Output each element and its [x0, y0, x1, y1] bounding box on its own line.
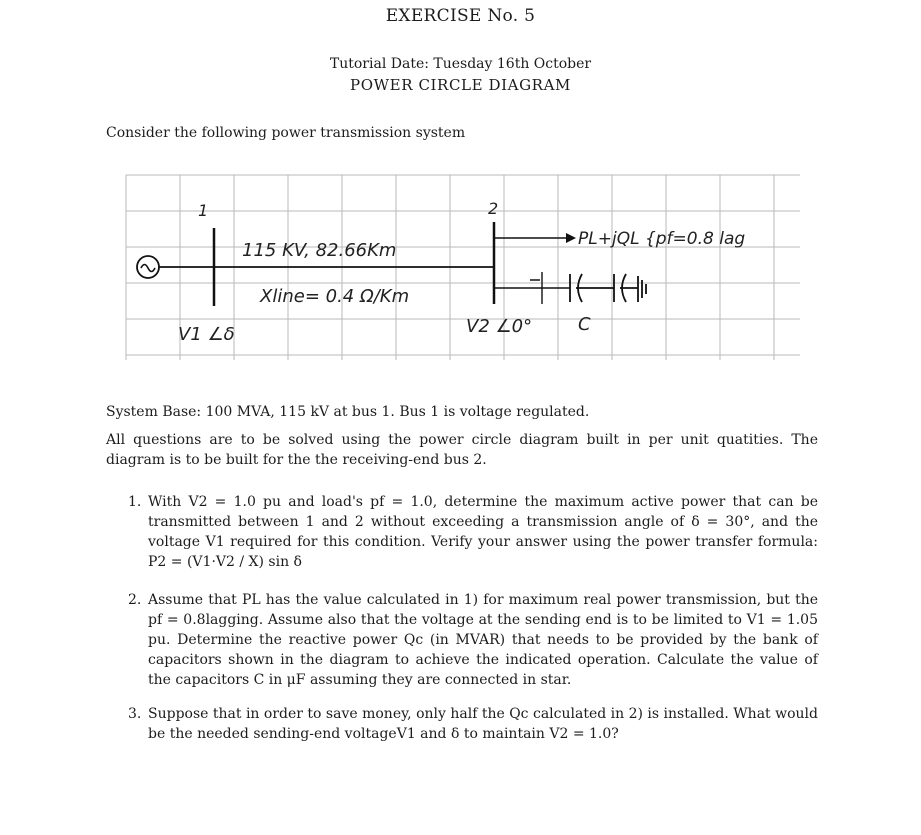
instructions-text: All questions are to be solved using the power circle diagram built in per unit quatities. The diagram is to be built for the the receiving-end bus 2. [106, 432, 818, 468]
power-system-diagram [110, 170, 810, 370]
question-number: 2. [128, 592, 142, 608]
line-rating-label: 115 KV, 82.66Km [242, 240, 397, 261]
question-3 [128, 704, 818, 744]
page-subtitle: POWER CIRCLE DIAGRAM [350, 76, 571, 94]
capacitor-label: C [578, 314, 591, 335]
question-2 [128, 590, 818, 690]
v1-label: V1 ∠δ [178, 324, 235, 345]
question-text: With V2 = 1.0 pu and load's pf = 1.0, determine the maximum active power that can be transmitted between 1 and 2 without exceeding a transmission angle of δ = 30°, and the voltage V1 required for this condition. Verify your answer using the power transfer formula: P2 = (V1·V2 / X) sin δ [148, 494, 818, 570]
load-arrow-icon [566, 233, 576, 243]
question-1 [128, 492, 818, 572]
question-number: 1. [128, 494, 142, 510]
bus-1-label: 1 [198, 201, 209, 220]
question-number: 3. [128, 706, 142, 722]
bus-2-label: 2 [488, 199, 499, 218]
capacitor-bank-icon [570, 274, 646, 302]
exercise-title: EXERCISE No. 5 [385, 6, 536, 26]
system-base-text: System Base: 100 MVA, 115 kV at bus 1. Bus 1 is voltage regulated. [106, 404, 590, 420]
question-text: Suppose that in order to save money, only half the Qc calculated in 2) is installed. What would be the needed sending-end voltageV1 and δ to maintain V2 = 1.0? [148, 706, 818, 742]
sine-icon [141, 265, 155, 272]
intro-text: Consider the following power transmission system [106, 125, 466, 141]
v2-label: V2 ∠0° [466, 316, 533, 337]
tutorial-date: Tutorial Date: Tuesday 16th October [329, 56, 592, 72]
load-label: PL+jQL {pf=0.8 lag [578, 229, 746, 249]
question-text: Assume that PL has the value calculated in 1) for maximum real power transmission, but the pf = 0.8lagging. Assume also that the voltage at the sending end is to be limited to V1 = 1.05 pu. Determine the reactive power Qc (in MVAR) that needs to be provided by the bank of capacitors shown in the diagram to achieve the indicated operation. Calculate the value of the capacitors C in μF assuming they are connected in star. [148, 592, 818, 688]
line-reactance-label: Xline= 0.4 Ω/Km [260, 286, 410, 307]
